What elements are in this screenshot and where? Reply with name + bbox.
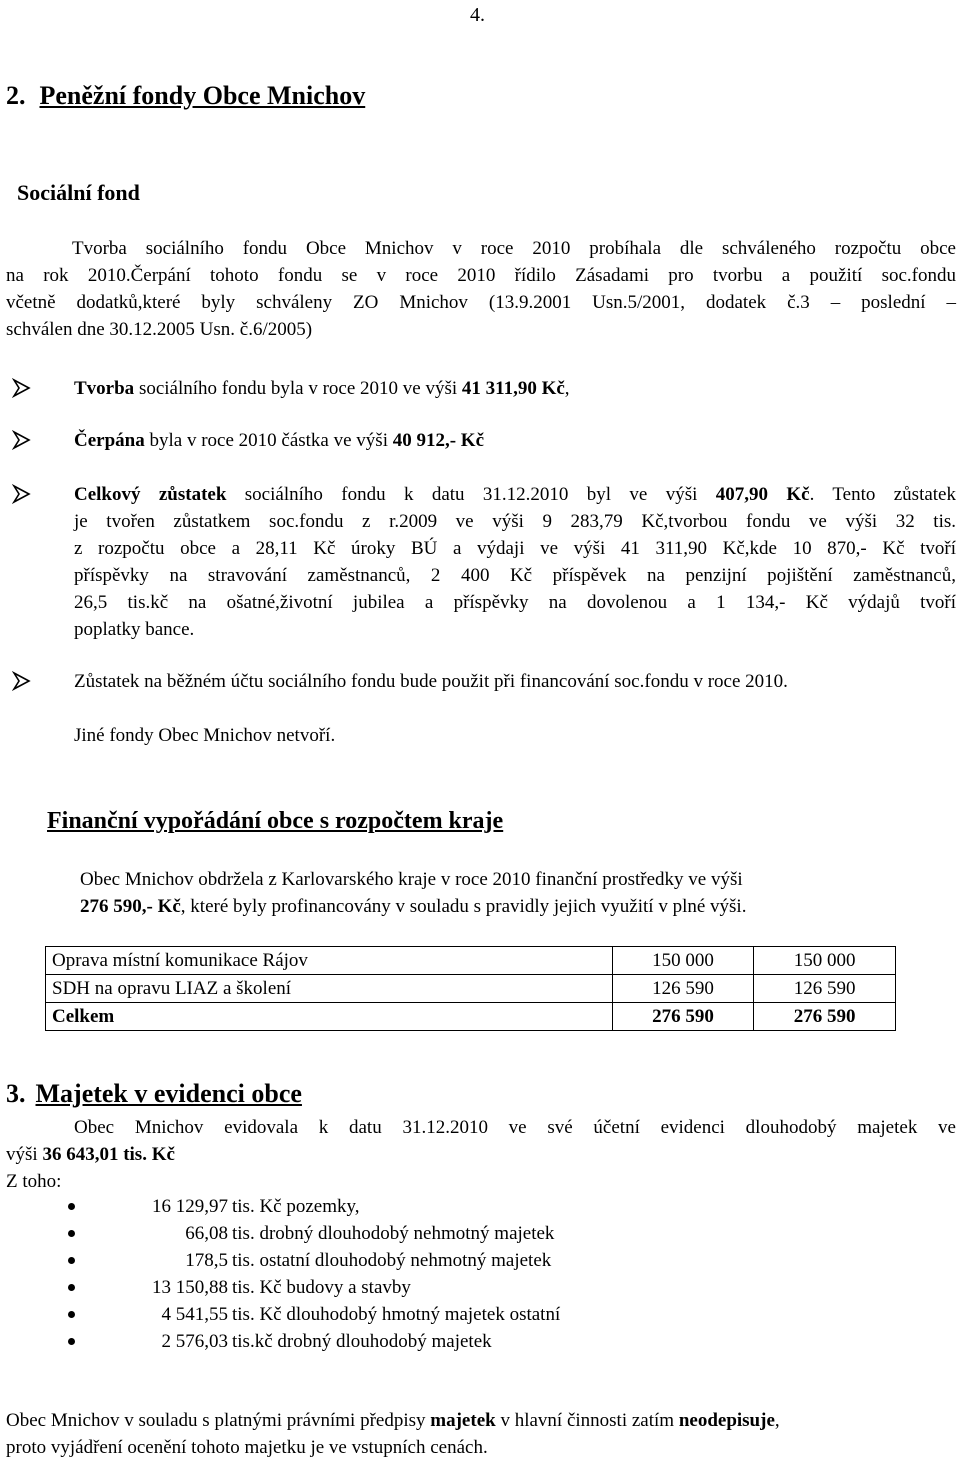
bullet-text: sociálního fondu k datu 31.12.2010 byl ve výši [226,484,716,505]
financial-line-1: Obec Mnichov obdržela z Karlovarského kraje v roce 2010 finanční prostředky ve výši [80,869,743,890]
financial-text: , které byly profinancovány v souladu s pravidly jejich využití v plné výši. [180,896,747,917]
bullet-tvorba [12,375,956,402]
closing-bold: majetek [430,1410,496,1431]
intro-line: schválen dne 30.12.2005 Usn. č.6/2005) [6,319,313,340]
bullet-bold: Tvorba [74,378,135,399]
closing-paragraph [6,1407,956,1461]
bullet-tail: , [564,378,570,399]
section-title: Peněžní fondy Obce Mnichov [39,81,366,110]
bullet-bold: Čerpána [74,430,145,451]
bullet-zustatek [12,481,956,643]
intro-line: Tvorba sociálního fondu Obce Mnichov v roce 2010 probíhala dle schváleného rozpočtu obce [72,238,956,259]
financial-paragraph [80,866,910,920]
bullet-cerpana [12,427,956,454]
table-cell-value: 150 000 [612,947,754,975]
item-desc: tis. Kč budovy a stavby [232,1277,411,1298]
asset-text: výši [6,1144,43,1165]
closing-line-1 [6,1407,956,1434]
table-row [46,947,896,975]
closing-bold: neodepisuje [678,1410,775,1431]
table-cell-label: Celkem [46,1003,613,1031]
closing-text: , [774,1410,780,1431]
item-amount: 2 576,03 [161,1331,228,1352]
bullet-amount: 41 311,90 Kč [461,378,565,399]
bullet-dot-icon [68,1284,75,1291]
asset-amount: 36 643,01 tis. Kč [42,1144,175,1165]
bullet-text: Zůstatek na běžném účtu sociálního fondu bude použit při financování soc.fondu v roce 2010. [74,671,788,692]
asset-line-2 [6,1141,956,1168]
page-number: 4. [470,4,485,26]
bullet-tail: . Tento zůstatek [809,484,956,505]
social-fund-intro [6,235,956,343]
financial-amount: 276 590,- Kč [80,896,181,917]
financial-heading: Finanční vypořádání obce s rozpočtem kraje [47,808,504,834]
table-cell-value: 150 000 [754,947,896,975]
item-desc: tis.kč drobný dlouhodobý majetek [232,1331,492,1352]
intro-line: včetně dodatků,které byly schváleny ZO Mnichov (13.9.2001 Usn.5/2001, dodatek č.3 – poslední – [6,292,956,313]
asset-line-1: Obec Mnichov evidovala k datu 31.12.2010 ve své účetní evidenci dlouhodobý majetek ve [74,1117,956,1138]
bullet-zustatek-ucet [12,668,956,695]
item-amount: 4 541,55 [161,1304,228,1325]
section-2-heading [6,82,365,109]
item-amount: 178,5 [185,1250,228,1271]
closing-line-2: proto vyjádření ocenění tohoto majetku je ve vstupních cenách. [6,1437,488,1458]
bullet-amount: 40 912,- Kč [392,430,485,451]
zustatek-line: příspěvky na stravování zaměstnanců, 2 400 Kč příspěvek na penzijní pojištění zaměstnanců, [74,565,956,586]
arrow-bullet-icon [12,375,34,399]
item-amount: 66,08 [185,1223,228,1244]
table-row [46,975,896,1003]
bullet-dot-icon [68,1311,75,1318]
asset-z-toho: Z toho: [6,1171,62,1192]
section-number: 2. [6,81,26,110]
arrow-bullet-icon [12,668,34,692]
zustatek-line: poplatky bance. [74,619,195,640]
bullet-bold: Celkový zůstatek [74,484,227,505]
closing-text: Obec Mnichov v souladu s platnými právními předpisy [6,1410,431,1431]
table-cell-value: 276 590 [612,1003,754,1031]
table-row-total [46,1003,896,1031]
item-desc: tis. Kč pozemky, [232,1196,360,1217]
item-desc: tis. ostatní dlouhodobý nehmotný majetek [232,1250,552,1271]
section-3-heading [6,1080,302,1107]
item-amount: 16 129,97 [152,1196,228,1217]
zustatek-line: z rozpočtu obce a 28,11 Kč úroky BÚ a výdaji ve výši 41 311,90 Kč,kde 10 870,- Kč tvoří [74,538,956,559]
closing-text: v hlavní činnosti zatím [495,1410,679,1431]
zustatek-line-1 [74,481,956,508]
arrow-bullet-icon [12,481,34,505]
table-cell-value: 126 590 [754,975,896,1003]
zustatek-line: je tvořen zůstatkem soc.fondu z r.2009 ve výši 9 283,79 Kč,tvorbou fondu ve výši 32 tis. [74,511,956,532]
section-title: Majetek v evidenci obce [35,1079,302,1108]
table-cell-label: Oprava místní komunikace Rájov [46,947,613,975]
bullet-text: sociálního fondu byla v roce 2010 ve výši [134,378,462,399]
intro-line: na rok 2010.Čerpání tohoto fondu se v roce 2010 řídilo Zásadami pro tvorbu a použití soc.fondu [6,265,956,286]
other-funds-note: Jiné fondy Obec Mnichov netvoří. [74,725,336,746]
item-amount: 13 150,88 [152,1277,228,1298]
table-cell-value: 126 590 [612,975,754,1003]
bullet-dot-icon [68,1203,75,1210]
social-fund-heading: Sociální fond [17,180,140,205]
asset-paragraph [6,1114,956,1195]
section-number: 3. [6,1079,26,1108]
item-desc: tis. Kč dlouhodobý hmotný majetek ostatní [232,1304,561,1325]
bullet-dot-icon [68,1338,75,1345]
bullet-dot-icon [68,1257,75,1264]
table-cell-label: SDH na opravu LIAZ a školení [46,975,613,1003]
bullet-text: byla v roce 2010 částka ve výši [144,430,393,451]
arrow-bullet-icon [12,427,34,451]
zustatek-line: 26,5 tis.kč na ošatné,životní jubilea a příspěvky na dovolenou a 1 134,- Kč výdajů tvoří [74,592,956,613]
bullet-amount: 407,90 Kč [715,484,810,505]
bullet-dot-icon [68,1230,75,1237]
table-cell-value: 276 590 [754,1003,896,1031]
financial-line-2 [80,893,910,920]
grants-table [45,946,896,1031]
item-desc: tis. drobný dlouhodobý nehmotný majetek [232,1223,555,1244]
